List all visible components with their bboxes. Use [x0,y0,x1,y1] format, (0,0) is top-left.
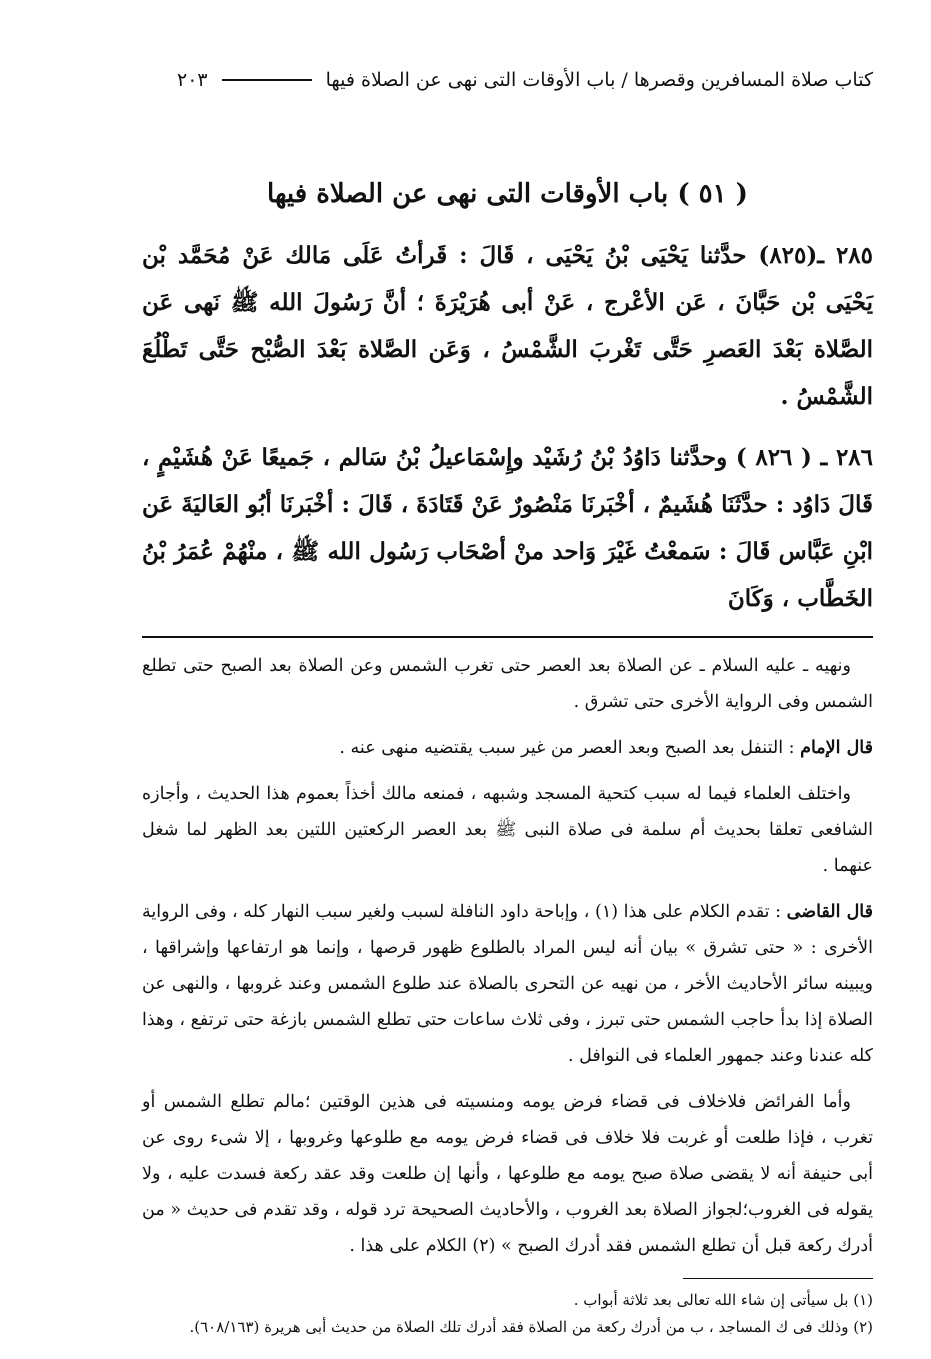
commentary-text: : تقدم الكلام على هذا (١) ، وإباحة داود النافلة لسبب ولغير سبب النهار كله ، وفى الرواية الأخرى : « حتى تشرق » بيان أنه ليس المراد بالطلوع ظهور قرصها ، وإنما هو ارتفاعها وإشراقها ، ويبينه سائر الأحاديث الأخر ، من نهيه عن التحرى بالصلاة عند طلوع الشمس وعند غروبها ، والنهى عن الصلاة إذا بدأ حاجب الشمس حتى تبرز ، وفى ثلاث ساعات حتى تطلع الشمس بازغة حتى ترتفع ، وهذا كله عندنا وعند جمهور العلماء فى النوافل . [142,902,873,1066]
commentary-paragraph [142,894,873,1074]
speaker-label: قال القاضى [786,902,874,922]
commentary-text: ونهيه ـ عليه السلام ـ عن الصلاة بعد العصر حتى تغرب الشمس وعن الصلاة بعد الصبح حتى تطلع الشمس وفى الرواية الأخرى حتى تشرق . [142,656,873,712]
commentary-text: وأما الفرائض فلاخلاف فى قضاء فرض يومه ومنسيته فى هذين الوقتين ؛مالم تطلع الشمس أو تغرب ، فإذا طلعت أو غربت فلا خلاف فى قضاء فرض يومه مع طلوعها وغروبها ، إلا شىء روى عن أبى حنيفة أنه لا يقضى صلاة صبح يومه مع طلوعها ، وأنها إن طلعت وقد عقد ركعة فسدت عليه ، ولا يقوله فى الغروب؛لجواز الصلاة بعد الغروب ، والأحاديث الصحيحة ترد قوله ، وقد تقدم فى حديث « من أدرك ركعة قبل أن تطلع الشمس فقد أدرك الصبح » (٢) الكلام على هذا . [142,1092,873,1256]
text-commentary-divider [142,636,873,638]
footnote-1: (١) بل سيأتى إن شاء الله تعالى بعد ثلاثة أبواب . [573,1291,873,1309]
running-head-title: كتاب صلاة المسافرين وقصرها / باب الأوقات التى نهى عن الصلاة فيها [325,69,873,91]
hadith-285: ٢٨٥ ـ(٨٢٥) حدَّثنا يَحْيَى بْنُ يَحْيَى ، قَالَ : قَرأتُ عَلَى مَالك عَنْ مُحَمَّد بْن يَحْيَى بْن حَبَّانَ ، عَن الأعْرج ، عَنْ أبى هُرَيْرَةَ ؛ أنَّ رَسُولَ الله ﷺ نَهى عَن الصَّلاة بَعْدَ العَصرِ حَتَّى تَغْربَ الشَّمْسُ ، وَعَن الصَّلاة بَعْدَ الصُّبْح حَتَّى تَطْلُعَ الشَّمْسُ . [142,242,873,410]
running-head [142,60,873,100]
commentary-paragraph [142,648,873,720]
footnote-2: (٢) وذلك فى ك المساجد ، ب من أدرك ركعة من الصلاة فقد أدرك تلك الصلاة من حديث أبى هريرة (٦٠٨/١٦٣). [189,1318,873,1336]
commentary-text: واختلف العلماء فيما له سبب كتحية المسجد وشبهه ، فمنعه مالك أخذاً بعموم هذا الحديث ، وأجازه الشافعى تعلقا بحديث أم سلمة فى صلاة النبى ﷺ بعد العصر الركعتين اللتين بعد الظهر لما شغل عنهما . [142,784,873,876]
commentary-paragraph [142,776,873,884]
page-number: ٢٠٣ [176,69,208,91]
speaker-label: قال الإمام [800,738,873,758]
running-head-rule [222,79,312,81]
commentary-text: : التنفل بعد الصبح وبعد العصر من غير سبب يقتضيه منهى عنه . [339,738,795,758]
footnote-rule [683,1278,873,1279]
hadith-286: ٢٨٦ ـ ( ٨٢٦ ) وحدَّثنا دَاوُدُ بْنُ رُشَيْد وإِسْمَاعيلُ بْنُ سَالم ، جَميعًا عَنْ هُشَيْمٍ ، قَالَ دَاوُد : حدَّثَنَا هُشَيمٌ ، أخْبَرنَا مَنْصُورٌ عَنْ قَتَادَةَ ، قَالَ : أخْبَرنَا أبُو العَاليَةَ عَن ابْنِ عَبَّاس قَالَ : سَمعْتُ غَيْرَ وَاحد منْ أصْحَاب رَسُول الله ﷺ ، منْهُمْ عُمَرُ بْنُ الخَطَّاب ، وَكَانَ [142,444,873,612]
chapter-title: ( ٥١ ) باب الأوقات التى نهى عن الصلاة فيها [267,179,748,209]
commentary-paragraph [142,730,873,766]
commentary-paragraph [142,1084,873,1264]
